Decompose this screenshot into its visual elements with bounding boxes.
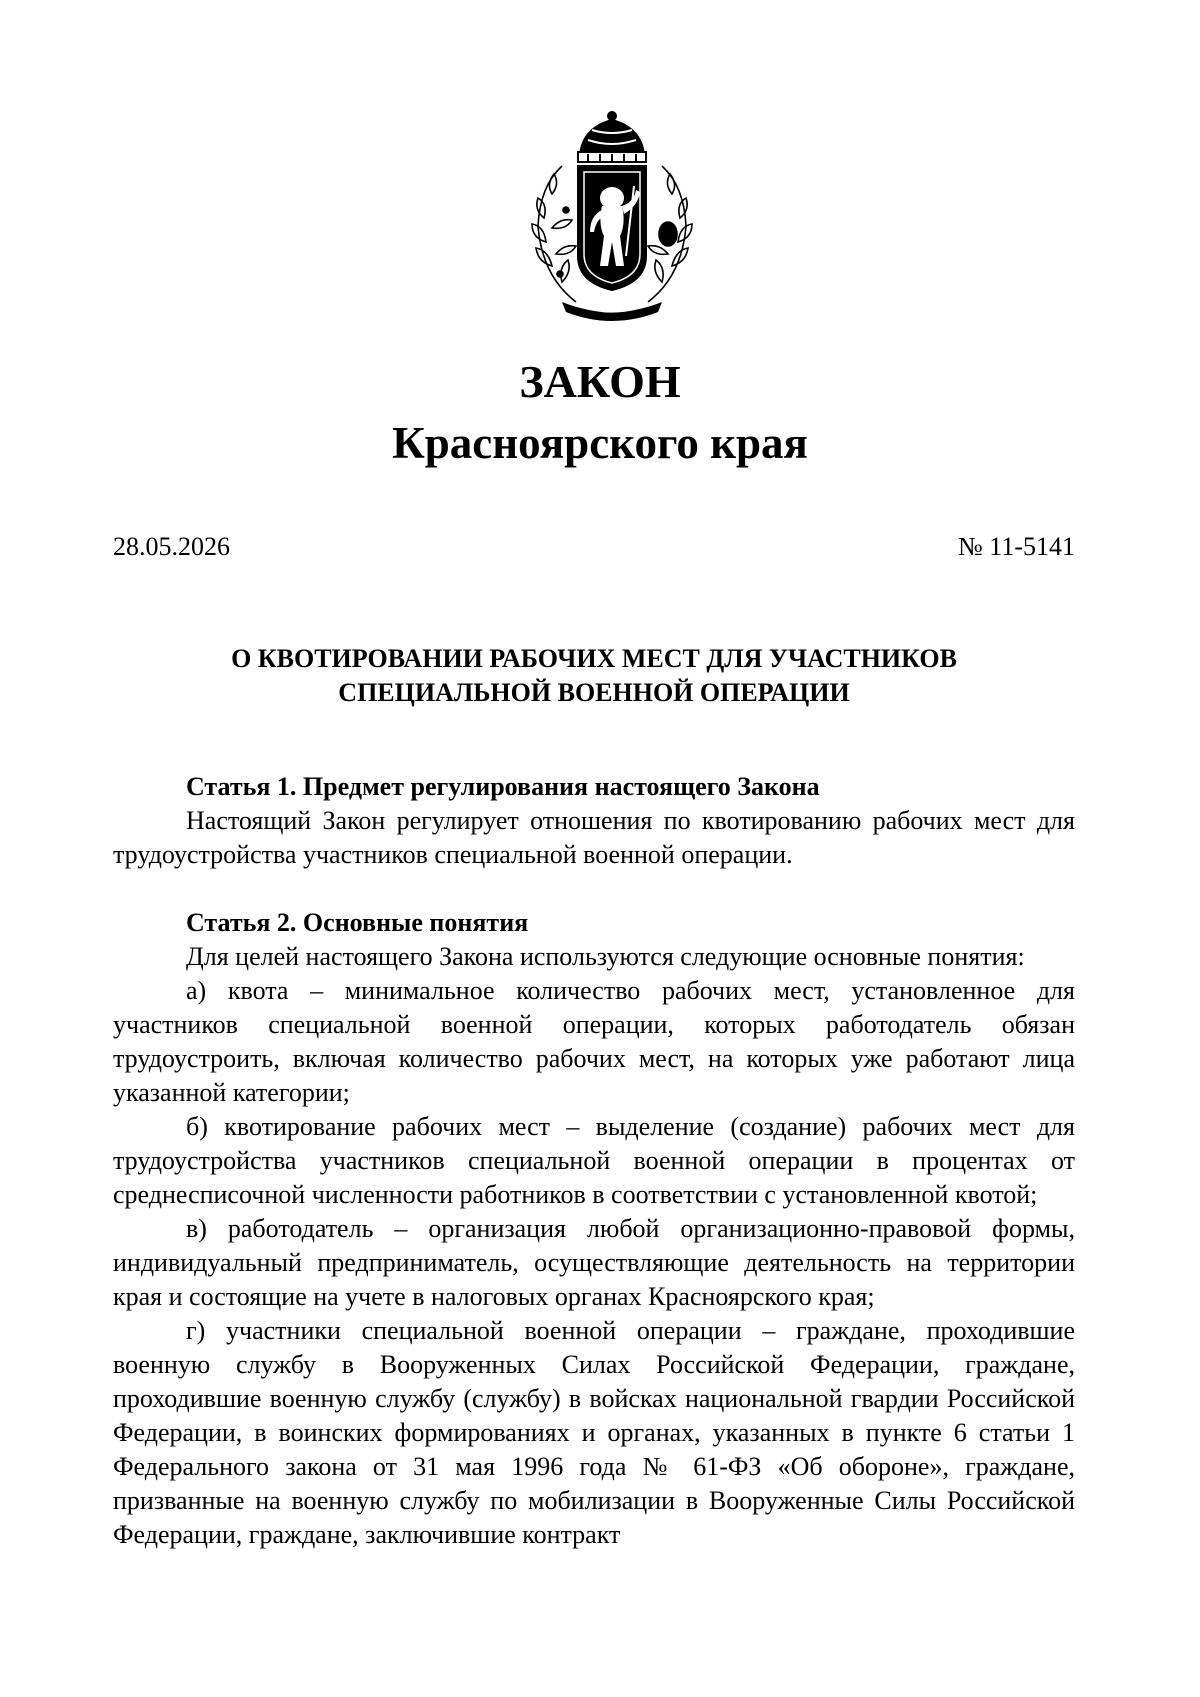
article-paragraph: Настоящий Закон регулирует отношения по квотированию рабочих мест для трудоустройства участников специальной военной операции. (113, 806, 1075, 869)
definition-item: в) работодатель – организация любой организационно-правовой формы, индивидуальный предприниматель, осуществляющие деятельность на территории края и состоящие на учете в налоговых органах Красноярского края; (113, 1214, 1075, 1311)
document-title-line: О КВОТИРОВАНИИ РАБОЧИХ МЕСТ ДЛЯ УЧАСТНИКОВ (231, 644, 957, 673)
definition-item: а) квота – минимальное количество рабочих мест, установленное для участников специальной военной операции, которых работодатель обязан трудоустроить, включая количество рабочих мест, на которых уже работают лица указанной категории; (113, 976, 1075, 1107)
article-paragraph: Для целей настоящего Закона используются следующие основные понятия: (186, 942, 1025, 971)
definition-item: б) квотирование рабочих мест – выделение (создание) рабочих мест для трудоустройства участников специальной военной операции в процентах от среднесписочной численности работников в соответствии с установленной квотой; (113, 1112, 1075, 1209)
article-1 (113, 770, 1075, 872)
article-heading: Статья 2. Основные понятия (186, 908, 529, 937)
article-2 (113, 906, 1075, 1552)
document-title (113, 642, 1075, 710)
law-date: 28.05.2026 (113, 532, 230, 561)
law-region: Красноярского края (392, 418, 808, 468)
article-heading: Статья 1. Предмет регулирования настоящего Закона (186, 772, 820, 801)
law-title: ЗАКОН (519, 356, 681, 407)
definition-item: г) участники специальной военной операции – граждане, проходившие военную службу в Вооруженных Силах Российской Федерации, граждане, проходившие военную службу (службу) в войсках национальной гвардии Российской Федерации, в воинских формированиях и органах, указанных в пункте 6 статьи 1 Федерального закона от 31 мая 1996 года № 61-ФЗ «Об обороне», граждане, призванные на военную службу по мобилизации в Вооруженные Силы Российской Федерации, граждане, заключившие контракт (113, 1316, 1075, 1549)
law-number: № 11-5141 (958, 532, 1075, 561)
coat-of-arms-icon (522, 106, 702, 330)
document-title-line: СПЕЦИАЛЬНОЙ ВОЕННОЙ ОПЕРАЦИИ (338, 678, 850, 707)
document-body (113, 770, 1075, 1552)
